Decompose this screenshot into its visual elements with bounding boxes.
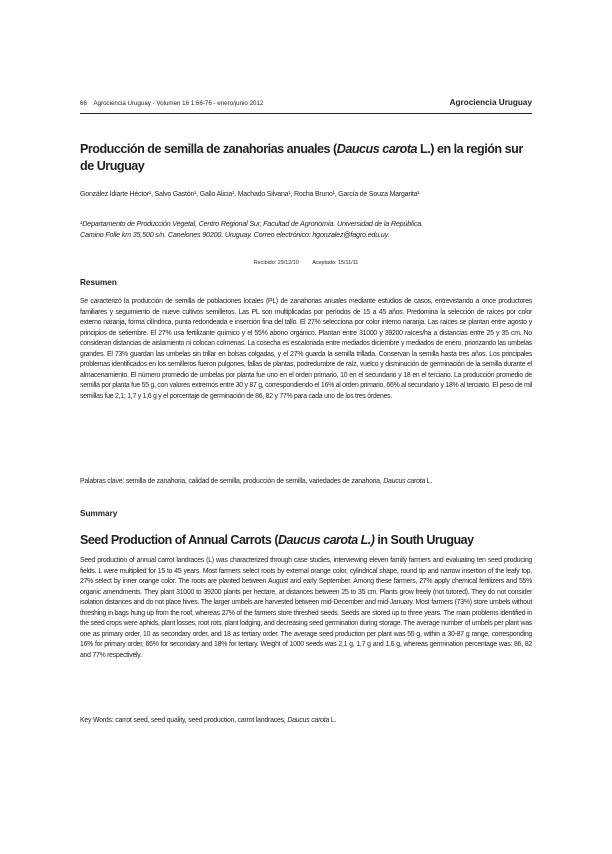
summary-keywords-text: carrot seed, seed quality, seed production, carrot landraces,: [113, 717, 288, 724]
article-title-species: Daucus carota: [336, 142, 418, 156]
accepted-date: Aceptado: 15/11/11: [312, 260, 359, 266]
resumen-text: Se caracterizó la producción de semilla de poblaciones locales (PL) de zanahorias anuales mediante estudios de casos, entrevistando a once productores familiares y seguimiento de nueve cultivos semilleros. Las PL son multiplicadas por períodos de 15 a 45 años. Predomina la selección de raíces por color externo naranja, forma cilíndrica, punta redondeada e inserción fina del tallo. El 27% selecciona por color interno naranja. Las raíces se plantan entre agosto y principios de setiembre. El 27% usa fertilizante químico y el 55% abono orgánico. Plantan entre 31000 y 39200 raíces/ha a distancias entre 25 y 35 cm. No consideran distancias de aislamiento ni colocan colmenas. La cosecha es escalonada entre mediados diciembre y mediados de enero, priorizando las umbelas grandes. El 73% guardan las umbelas sin trillar en bolsas colgadas, y el 27% guarda la semilla trillada. Conservan la semilla hasta tres años. Los principales problemas identificados en los semilleros fueron pulgones, fallas de plantas, podredumbre de raíz, vuelco y disminución de germinación de la semilla durante el almacenamiento. El número promedio de umbelas por planta fue uno en el orden primario, 10 en el secundario y 18 en el terciario. La producción promedio de semilla por planta fue 55 g, con valores extremos entre 30 y 87 g, correspondiendo el 16% al orden primario, 66% al secundario y 18% al terciario. El peso de mil semillas fue 2,1; 1,7 y 1,6 g y el porcentaje de germinación de 86, 82 y 77% para cada uno de los tres órdenes.: [80, 298, 532, 400]
keywords-label: Palabras clave:: [80, 478, 125, 485]
article-title: [80, 141, 532, 175]
journal-name: Agrociencia Uruguay: [449, 98, 532, 107]
summary-keywords-end: L.: [329, 717, 337, 724]
summary-heading: Summary: [80, 509, 118, 518]
resumen-heading: Resumen: [80, 278, 117, 287]
keywords-end: L.: [425, 478, 433, 485]
page-number: 66: [80, 100, 87, 107]
header-rule: [80, 113, 532, 114]
summary-title-species: Daucus carota L.): [278, 533, 375, 547]
article-dates: [80, 260, 532, 266]
summary-title-part1: Seed Production of Annual Carrots (: [80, 533, 279, 547]
summary-keywords-species: Daucus carota: [287, 717, 330, 724]
article-title-part2: L.) en la región sur de Uruguay: [80, 142, 523, 173]
affiliation-line-2: Camino Folle km 35,500 s/n. Canelones 90200. Uruguay. Correo electrónico: hgonzalez@fagro.edu.uy.: [80, 229, 390, 239]
journal-citation: Agrociencia Uruguay - Volumen 16 1:66-76 - enero/junio 2012: [93, 100, 264, 107]
summary-keywords: [80, 716, 532, 727]
affiliation: [80, 219, 532, 240]
resumen-keywords: [80, 477, 532, 488]
running-header: [80, 98, 532, 110]
summary-keywords-label: Key Words:: [80, 717, 114, 724]
summary-title-part2: in South Uruguay: [374, 533, 474, 547]
received-date: Recibido: 29/12/10: [253, 260, 299, 266]
article-title-part1: Producción de semilla de zanahorias anuales (: [80, 142, 337, 156]
keywords-species: Daucus carota: [383, 478, 426, 485]
header-left: [80, 100, 263, 107]
summary-title: [80, 532, 532, 548]
summary-text: Seed production of annual carrot landraces (L) was characterized through case studies, interviewing eleven family farmers and evaluating ten seed producing fields. L were multiplied for 15 to 45 years. Most farmers select roots by external orange color, cylindrical shape, round tip and narrow insertion of the leafy top. 27% select by inner orange color. The roots are planted between August and early September. Among these farmers, 27% apply chemical fertilizers and 55% organic amendments. They plant 31000 to 39200 plants per hectare, at distances between 25 to 35 cm. Plants grow freely (not tutored). They do not consider isolation distances and do not place hives. The larger umbels are harvested between mid-December and mid-January. Most farmers (73%) store umbels without threshing in bags hung up from the roof, whereas 27% of the farmers store threshed seeds. Seeds are stored up to three years. The main problems identified in the seed crops were aphids, plant losses, root rots, plant lodging, and decreasing seed germination during storage. The average number of umbels per plant was one as primary order, 10 as secondary order, and 18 as tertiary order. The average seed production per plant was 55 g, within a 30-87 g range, corresponding 16% for primary order, 66% for secondary and 18% for tertiary. Weight of 1000 seeds was 2,1 g, 1,7 g and 1,6 g, whereas germination percentage was: 86, 82 and 77% respectively.: [80, 557, 532, 659]
affiliation-line-1: ¹Departamento de Producción Vegetal, Centro Regional Sur, Facultad de Agronomía. Universidad de la República.: [80, 219, 423, 228]
keywords-text: semilla de zanahoria, calidad de semilla, producción de semilla, variedades de zanahoria,: [124, 478, 384, 485]
author-list: González Idiarte Héctor¹, Salvo Gastón¹, Gallo Alicia¹, Machado Silvana¹, Rocha Bruno¹, García de Souza Margarita¹: [80, 191, 420, 198]
